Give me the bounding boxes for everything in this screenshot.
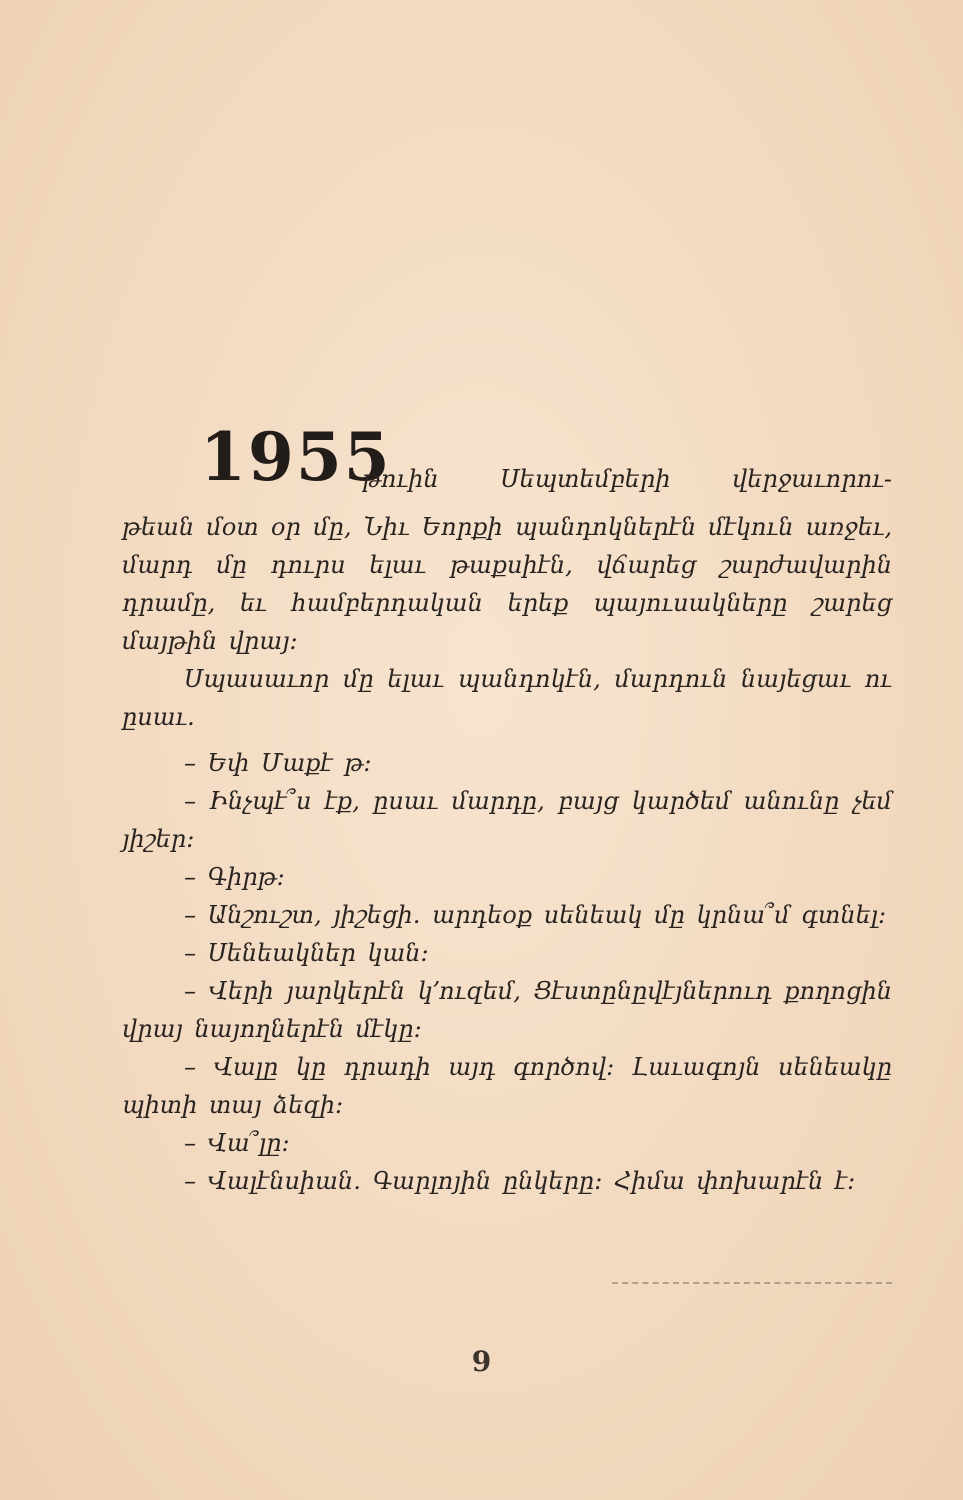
- dialogue-line-3: – Գիրթ։: [184, 863, 285, 891]
- dialogue-line-4: – Անշուշտ, յիշեցի․ արդեօք սենեակ մը կրնա՞մ գտնել։: [184, 901, 887, 929]
- dialogue-line-2: – Ինչպէ՞ս էք, ըսաւ մարդը, բայց կարծեմ անունը չեմ յիշեր։: [122, 787, 892, 853]
- dialogue-line-6: – Վերի յարկերէն կ՚ուզեմ, Ցէստընըվէյներուդ քողոցին վրայ նայողներէն մէկը։: [122, 977, 892, 1043]
- dialogue-line-8: – Վա՞լը։: [184, 1129, 290, 1157]
- page-number: 9: [471, 1345, 492, 1378]
- dialogue-line-7: – Վալը կը դրադի այդ գործով։ Լաւագոյն սենեակը պիտի տայ ձեզի։: [122, 1053, 892, 1119]
- dialogue-line-9: – Վալէնսիան․ Գարլոյին ընկերը։ Հիմա փոխարէն է։: [184, 1167, 856, 1195]
- dialogue-line-5: – Սենեակներ կան։: [184, 939, 429, 967]
- paragraph-1: թեան մօտ օր մը, Նիւ Եորքի պանդոկներէն մէկուն առջեւ, մարդ մը դուրս ելաւ թաքսիէն, վճարեց շարժավարին դրամը, եւ համբերդական երեք պայուսակները շարեց մայթին վրայ։: [122, 513, 892, 655]
- page-text: [122, 418, 892, 1200]
- opening-line: [122, 418, 892, 508]
- dropcap-year: 1955: [200, 418, 392, 496]
- faded-rule: [612, 1282, 892, 1284]
- paragraph-2: Սպասաւոր մը ելաւ պանդոկէն, մարդուն նայեցաւ ու ըսաւ.: [122, 665, 892, 731]
- dialogue-line-1: – Եփ Մաքէ թ։: [184, 749, 372, 777]
- opening-line-text: թուին Սեպտեմբերի վերջաւորու-: [362, 465, 892, 493]
